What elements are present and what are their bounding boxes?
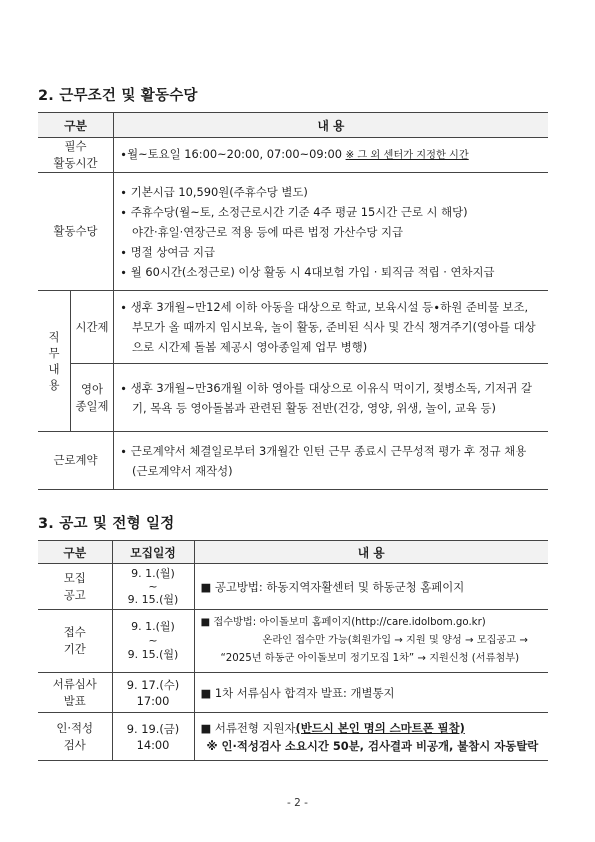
header-category: 구분 bbox=[38, 113, 114, 138]
header-content: 내 용 bbox=[114, 113, 549, 138]
hours-label: 필수 활동시간 bbox=[38, 138, 114, 173]
header-content: 내 용 bbox=[194, 541, 548, 564]
hourly-text: ∙ 생후 3개월~만12세 이하 아동을 대상으로 학교, 보육시설 등∙하원 준비물 보조, 부모가 올 때까지 임시보육, 놀이 활동, 준비된 식사 및 간식 챙겨주기(영아를 대상으로 시간제 돌봄 제공시 영아종일제 업무 병행) bbox=[120, 300, 536, 354]
notice-content: ■ 공고방법: 하동지역자활센터 및 하동군청 홈페이지 bbox=[194, 564, 548, 610]
hours-text: ∙월~토요일 16:00~20:00, 07:00~09:00 bbox=[120, 147, 346, 161]
table-header-row bbox=[38, 113, 548, 138]
notice-date: 9. 1.(월) ~ 9. 15.(월) bbox=[112, 564, 194, 610]
application-line: 온라인 접수만 가능(회원가입 → 지원 및 양성 → 모집공고 → bbox=[262, 635, 528, 646]
hourly-label: 시간제 bbox=[71, 291, 114, 364]
screening-content: ■ 1차 서류심사 합격자 발표: 개별통지 bbox=[194, 673, 548, 713]
application-content bbox=[194, 610, 548, 673]
allowance-item: ∙ 주휴수당(월~토, 소정근로시간 기준 4주 평균 15시간 근로 시 해당) 야간·휴일·연장근로 적용 등에 따른 법정 가산수당 지급 bbox=[120, 204, 468, 239]
hours-note: ※ 그 외 센터가 지정한 시간 bbox=[345, 150, 469, 161]
table-row bbox=[38, 610, 548, 673]
header-category: 구분 bbox=[38, 541, 112, 564]
table-row bbox=[38, 291, 548, 364]
section3-title: 3. 공고 및 전형 일정 bbox=[38, 516, 175, 532]
table-row bbox=[38, 432, 548, 490]
infant-cell bbox=[114, 364, 549, 432]
contract-label: 근로계약 bbox=[38, 432, 114, 490]
allowance-item: ∙ 기본시급 10,590원(주휴수당 별도) bbox=[120, 184, 308, 199]
duties-label: 직 무 내 용 bbox=[38, 291, 71, 432]
table-row bbox=[38, 173, 548, 291]
work-conditions-table bbox=[38, 112, 548, 490]
allowance-item: ∙ 명절 상여금 지급 bbox=[120, 244, 216, 259]
hours-cell bbox=[114, 138, 549, 173]
section2-title: 2. 근무조건 및 활동수당 bbox=[38, 88, 198, 104]
allowance-item: ∙ 월 60시간(소정근로) 이상 활동 시 4대보험 가입 · 퇴직금 적립 · 연차지급 bbox=[120, 264, 495, 279]
screening-date: 9. 17.(수) 17:00 bbox=[112, 673, 194, 713]
notice-label: 모집 공고 bbox=[38, 564, 112, 610]
hourly-cell bbox=[114, 291, 549, 364]
application-line: ■ 접수방법: 아이돌보미 홈페이지(http://care.idolbom.go.kr) bbox=[200, 617, 486, 628]
page-number: - 2 - bbox=[287, 797, 308, 809]
table-row bbox=[38, 364, 548, 432]
infant-label: 영아 종일제 bbox=[71, 364, 114, 432]
infant-text: ∙ 생후 3개월~만36개월 이하 영아를 대상으로 이유식 먹이기, 젖병소독, 기저귀 갈기, 목욕 등 영아돌봄과 관련된 활동 전반(건강, 영양, 위생, 놀이, 교육 등) bbox=[120, 380, 532, 415]
application-date: 9. 1.(월) ~ 9. 15.(월) bbox=[112, 610, 194, 673]
screening-label: 서류심사 발표 bbox=[38, 673, 112, 713]
table-header-row bbox=[38, 541, 548, 564]
table-row bbox=[38, 673, 548, 713]
application-line: “2025년 하동군 아이돌보미 정기모집 1차” → 지원신청 (서류첨부) bbox=[220, 653, 520, 664]
aptitude-line bbox=[201, 719, 541, 737]
contract-cell bbox=[114, 432, 549, 490]
aptitude-line-emphasis: (반드시 본인 명의 스마트폰 필참) bbox=[295, 720, 465, 735]
table-row bbox=[38, 138, 548, 173]
aptitude-content bbox=[194, 713, 548, 761]
allowance-label: 활동수당 bbox=[38, 173, 114, 291]
aptitude-note: ※ 인·적성검사 소요시간 50분, 검사결과 비공개, 불참시 자동탈락 bbox=[206, 738, 539, 753]
aptitude-label: 인·적성 검사 bbox=[38, 713, 112, 761]
table-row bbox=[38, 713, 548, 761]
table-row bbox=[38, 564, 548, 610]
allowance-cell bbox=[114, 173, 549, 291]
aptitude-line-text: ■ 서류전형 지원자 bbox=[200, 720, 296, 735]
header-period: 모집일정 bbox=[112, 541, 194, 564]
schedule-table bbox=[38, 540, 548, 761]
application-label: 접수 기간 bbox=[38, 610, 112, 673]
contract-text: ∙ 근로계약서 체결일로부터 3개월간 인턴 근무 종료시 근무성적 평가 후 정규 채용(근로계약서 재작성) bbox=[120, 443, 527, 478]
aptitude-date: 9. 19.(금) 14:00 bbox=[112, 713, 194, 761]
